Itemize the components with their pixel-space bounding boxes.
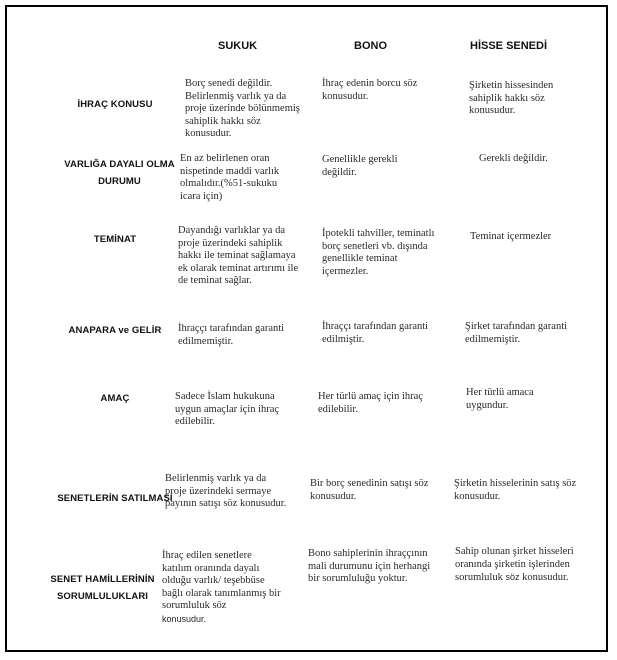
cell-hisse-satilmasi: Şirketin hisselerinin satış söz konusudur. xyxy=(454,478,577,502)
cell-bono-satilmasi: Bir borç senedinin satışı söz konusudur. xyxy=(310,478,429,502)
row-label-teminat: TEMİNAT xyxy=(93,234,137,245)
cell-bono-anapara: İhraççı tarafından garanti edilmiştir. xyxy=(322,321,429,345)
cell-hisse-sorumluluk xyxy=(455,546,580,585)
cell-bono-ihrac-konusu: İhraç edenin borcu söz konusudur. xyxy=(322,78,418,102)
row-label-ihrac-konusu: İHRAÇ KONUSU xyxy=(77,99,153,110)
cell-hisse-sorumluluk-end: konusudur. xyxy=(522,572,569,583)
cell-hisse-anapara: Şirket tarafından garanti edilmemiştir. xyxy=(465,321,568,345)
cell-hisse-ihrac-konusu: Şirketin hissesinden sahiplik hakkı söz konusudur. xyxy=(469,80,554,116)
row-label-senet-hamillerinin: SENET HAMİLLERİNİN SORUMLULUKLARI xyxy=(50,574,155,602)
cell-hisse-amac: Her türlü amaca uygundur. xyxy=(466,387,534,411)
cell-sukuk-sorumluluk xyxy=(162,550,284,626)
cell-sukuk-varliga-dayali: En az belirlenen oran nispetinde maddi varlık olmalıdır.(%51-sukuku icara için) xyxy=(180,153,280,202)
row-label-varliga-dayali: VARLIĞA DAYALI OLMA DURUMU xyxy=(64,159,175,187)
row-label-senetlerin-satilmasi: SENETLERİN SATILMASI xyxy=(57,493,173,504)
cell-hisse-sorumluluk-text: Sahip olunan şirket hisseleri oranında şirketin işlerinden sorumluluk xyxy=(455,546,574,583)
row-label-anapara-ve-gelir: ANAPARA ve GELİR xyxy=(68,325,162,336)
cell-sukuk-sorumluluk-text: İhraç edilen senetlere katılım oranında dayalı olduğu varlık/ teşebbüse bağlı olarak tanımlanmış bir sorumluluk söz xyxy=(162,550,281,611)
cell-bono-teminat: İpotekli tahviller, teminatlı borç senetleri vb. dışında genellikle teminat içermezler. xyxy=(322,228,435,277)
column-header-sukuk: SUKUK xyxy=(218,40,258,52)
cell-hisse-teminat: Teminat içermezler xyxy=(470,231,552,242)
cell-sukuk-teminat: Dayandığı varlıklar ya da proje üzerindeki sahiplik hakkı ile teminat sağlamaya ek olarak teminat artırımı ile de teminat sağlar. xyxy=(178,225,299,286)
cell-hisse-varliga-dayali: Gerekli değildir. xyxy=(479,153,548,164)
cell-sukuk-ihrac-konusu: Borç senedi değildir. Belirlenmiş varlık ya da proje üzerinde bölünmemiş sahiplik hakkı söz konusudur. xyxy=(185,78,300,139)
row-label-amac: AMAÇ xyxy=(100,393,130,404)
cell-sukuk-sorumluluk-tail: konusudur. xyxy=(162,613,207,624)
cell-sukuk-satilmasi: Belirlenmiş varlık ya da proje üzerindeki sermaye payının satışı söz konusudur. xyxy=(165,473,287,509)
cell-sukuk-amac: Sadece İslam hukukuna uygun amaçlar için ihraç edilebilir. xyxy=(175,391,280,427)
column-header-bono: BONO xyxy=(354,40,387,52)
cell-hisse-sorumluluk-tail: söz xyxy=(505,572,520,582)
cell-bono-amac: Her türlü amaç için ihraç edilebilir. xyxy=(318,391,423,415)
cell-sukuk-anapara: İhraççı tarafından garanti edilmemiştir. xyxy=(178,323,285,347)
cell-bono-sorumluluk: Bono sahiplerinin ihraççının mali durumunu için herhangi bir sorumluluğu yoktur. xyxy=(308,548,431,584)
column-header-hisse-senedi: HİSSE SENEDİ xyxy=(470,40,548,52)
cell-bono-varliga-dayali: Genellikle gerekli değildir. xyxy=(322,154,398,178)
